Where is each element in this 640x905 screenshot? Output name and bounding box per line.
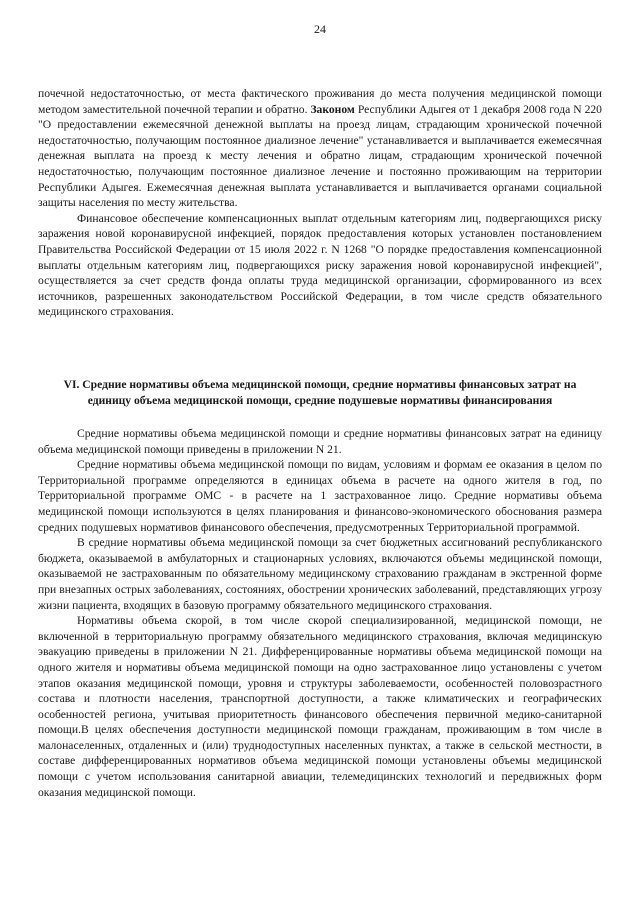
paragraph-text: Республики Адыгея от 1 декабря 2008 года N 220 "О предоставлении ежемесячной денежной выплаты на проезд лицам, страдающим хронической почечной недостаточностью, получающим постоянное диализное лечение" устанавливается и выплачивается ежемесячная денежная выплата на проезд к месту лечения и обратно лицам, страдающим хронической почечной недостаточностью, получающим постоянное диализное лечение и постоянно проживающим на территории Республики Адыгея. Ежемесячная денежная выплата устанавливается и выплачивается органами социальной защиты населения по месту жительства. [38, 102, 602, 210]
text-block-section-vi [38, 426, 602, 800]
paragraph-dialysis-payment [38, 86, 602, 211]
text-block-top [38, 86, 602, 320]
page-number: 24 [314, 22, 326, 36]
paragraph-budget-norms: В средние нормативы объема медицинской помощи за счет бюджетных ассигнований республиканского бюджета, оказываемой в амбулаторных и стационарных условиях, включаются объемы медицинской помощи, оказываемой не застрахованным по обязательному медицинскому страхованию гражданам в экстренной форме при внезапных острых заболеваниях, состояниях, обострении хронических заболеваний, представляющих угрозу жизни пациента, входящих в базовую программу обязательного медицинского страхования. [38, 536, 602, 612]
law-keyword: Законом [310, 102, 355, 116]
paragraph-emergency-norms: Нормативы объема скорой, в том числе скорой специализированной, медицинской помощи, не включенной в территориальную программу обязательного медицинского страхования, включая медицинскую эвакуацию приведены в приложении N 21. Дифференцированные нормативы объема медицинской помощи на одного жителя и нормативы объема медицинской помощи на одно застрахованное лицо установлены с учетом этапов оказания медицинской помощи, уровня и структуры заболеваемости, особенностей половозрастного состава и плотности населения, транспортной доступности, а также климатических и географических особенностей региона, учитывая приоритетность финансового обеспечения первичной медико-санитарной помощи.В целях обеспечения доступности медицинской помощи гражданам, проживающим в том числе в малонаселенных, отдаленных и (или) труднодоступных населенных пунктах, а также в сельской местности, в составе дифференцированных нормативов объема медицинской помощи установлены объемы медицинской помощи с учетом использования санитарной авиации, телемедицинских технологий и передвижных форм оказания медицинской помощи. [38, 614, 602, 799]
paragraph-norms-appendix: Средние нормативы объема медицинской помощи и средние нормативы финансовых затрат на единицу объема медицинской помощи приведены в приложении N 21. [38, 427, 602, 456]
paragraph-norms-by-type: Средние нормативы объема медицинской помощи по видам, условиям и формам ее оказания в целом по Территориальной программе определяются в единицах объема в расчете на одного жителя в год, по Территориальной программе ОМС - в расчете на 1 застрахованное лицо. Средние нормативы объема медицинской помощи используются в целях планирования и финансово-экономического обоснования размера средних подушевых нормативов финансового обеспечения, предусмотренных Территориальной программой. [38, 458, 602, 534]
paragraph-compensation-payments: Финансовое обеспечение компенсационных выплат отдельным категориям лиц, подвергающихся риску заражения новой коронавирусной инфекцией, порядок предоставления которых установлен постановлением Правительства Российской Федерации от 15 июля 2022 г. N 1268 "О порядке предоставления компенсационной выплаты отдельным категориям лиц, подвергающихся риску заражения новой коронавирусной инфекцией", осуществляется за счет средств фонда оплаты труда медицинской организации, сформированного из всех источников, разрешенных законодательством Российской Федерации, в том числе средств обязательного медицинского страхования. [38, 211, 602, 319]
section-heading: VI. Средние нормативы объема медицинской помощи, средние нормативы финансовых затрат на единицу объема медицинской помощи, средние подушевые нормативы финансирования [63, 378, 577, 407]
paragraph-text: почечной недостаточностью, от места фактического проживания до места получения медицинской помощи методом заместительной почечной терапии и обратно. [38, 87, 602, 116]
